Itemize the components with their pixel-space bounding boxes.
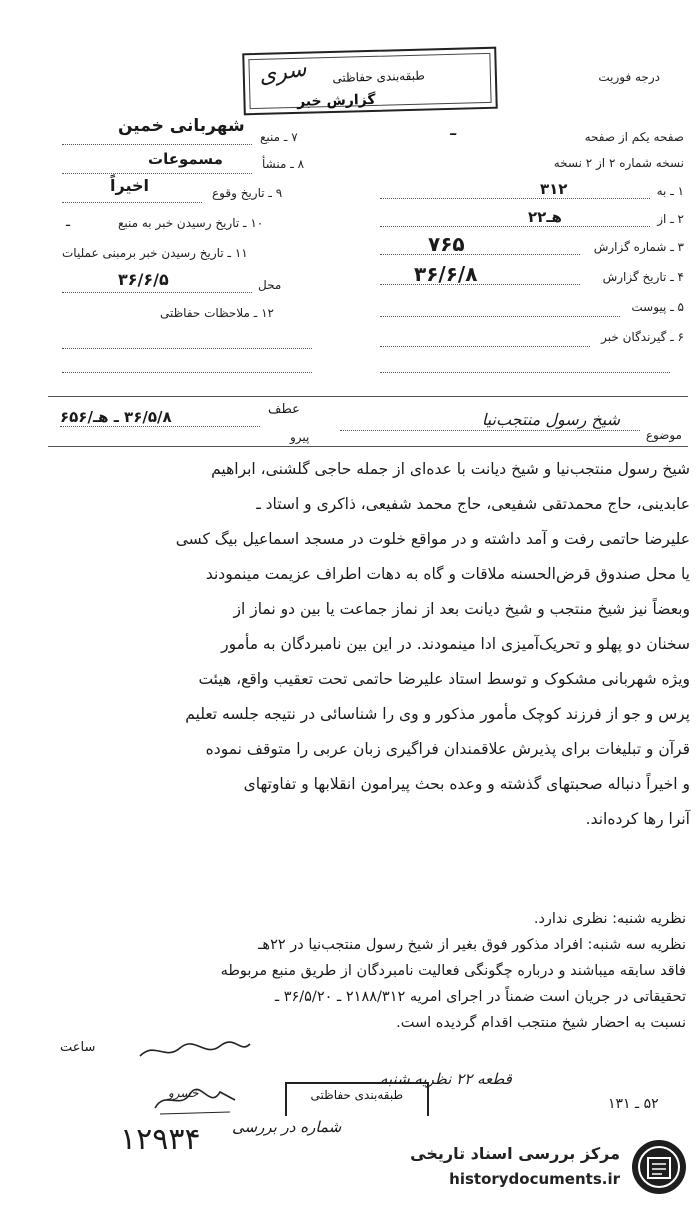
field-to: ۱ ـ به bbox=[656, 184, 684, 198]
signature-scribble bbox=[135, 1036, 255, 1066]
body-line: شیخ رسول منتجب‌نیا و شیخ دیانت با عده‌ای از جمله حاجی گلشنی، ابراهیم bbox=[211, 460, 690, 478]
field-recipients: ۶ ـ گیرندگان خبر bbox=[601, 330, 684, 344]
right-extra-dots bbox=[380, 372, 670, 373]
report-date-dots bbox=[380, 284, 580, 285]
field-report-date: ۴ ـ تاریخ گزارش bbox=[602, 270, 684, 284]
report-number-dots bbox=[380, 254, 580, 255]
subject-ref-note2: پیرو bbox=[290, 430, 310, 444]
opinion-saturday: نظریه شنبه: نظری ندارد. bbox=[533, 911, 686, 927]
opinion-line: تحقیقاتی در جریان است ضمناً در اجرای امریه ۲۱۸۸/۳۱۲ ـ ۳۶/۵/۲۰ ـ bbox=[274, 989, 686, 1005]
field-report-number: ۳ ـ شماره گزارش bbox=[593, 240, 684, 254]
body-line: علیرضا حاتمی رفت و آمد داشته و در مواقع خلوت در مسجد اسماعیل بیگ کسی bbox=[175, 530, 690, 548]
report-number-value: ۷۶۵ bbox=[428, 232, 465, 256]
body-line: و اخیراً دنباله صحبتهای گذشته و وعده بحث پیرامون انقلابها و تفاوتهای bbox=[243, 775, 690, 793]
priority-label: درجه فوریت bbox=[598, 70, 660, 84]
opinion-line: فاقد سابقه میباشند و درباره چگونگی فعالیت نامبردگان از طریق منبع مربوطه bbox=[220, 963, 686, 979]
watermark-site: historydocuments.ir bbox=[449, 1170, 620, 1188]
field-origin: ۸ ـ منشأ bbox=[262, 157, 305, 171]
subject-label: موضوع bbox=[645, 428, 682, 442]
watermark-name: مرکز بررسی اسناد تاریخی bbox=[410, 1144, 620, 1163]
report-date-value: ۳۶/۶/۸ bbox=[414, 262, 478, 286]
classification-stamp bbox=[242, 47, 498, 116]
field-security-notes: ۱۲ ـ ملاحظات حفاظتی bbox=[160, 306, 274, 320]
field-from: ۲ ـ از bbox=[657, 212, 684, 226]
signature-left-label: ساعت bbox=[60, 1040, 96, 1055]
body-line: وبعضاً نیز شیخ منتجب و شیخ دیانت بعد از نماز جماعت یا بین دو نماز از bbox=[233, 600, 690, 618]
stamp-report-type: گزارش خبر bbox=[296, 91, 376, 110]
subject-ref-value: ۳۶/۵/۸ ـ هـ/۶۵۶ bbox=[60, 408, 172, 426]
body-line: عابدینی، حاج محمدتقی شفیعی، حاج محمد شفیعی، ذاکری و استاد ـ bbox=[256, 495, 690, 513]
subject-dots bbox=[340, 430, 640, 431]
header-divider bbox=[48, 396, 688, 397]
ref-dots bbox=[60, 426, 260, 427]
place-dots bbox=[62, 292, 252, 293]
page-handwritten: ـ bbox=[450, 116, 456, 140]
opinion-section bbox=[16, 906, 686, 1036]
event-date-dots bbox=[62, 202, 202, 203]
body-line: سخنان دو پهلو و تحریک‌آمیزی ادا مینمودند. در این بین نامبردگان به مأمور bbox=[221, 635, 690, 653]
page-label: صفحه یکم از صفحه bbox=[584, 130, 684, 144]
body-line: یا محل صندوق قرض‌الحسنه ملاقات و گاه به دهات اطراف عزیمت مینمودند bbox=[205, 565, 690, 583]
archive-number: ۱۲۹۳۴ bbox=[120, 1122, 201, 1157]
field-place: محل bbox=[258, 278, 282, 292]
place-date-value: ۳۶/۶/۵ bbox=[118, 270, 169, 289]
field-source: ۷ ـ منبع bbox=[260, 130, 298, 144]
field-received-date: ۱۰ ـ تاریخ رسیدن خبر به منبع bbox=[118, 216, 264, 230]
footer-bottom-note: شماره در بررسی bbox=[232, 1118, 342, 1136]
from-value: ۲۲هـ bbox=[528, 208, 562, 226]
source-value: شهربانی خمین bbox=[118, 116, 245, 136]
subject-divider bbox=[48, 446, 688, 447]
subject-ref-note: عطف bbox=[268, 402, 300, 417]
archive-logo-icon bbox=[630, 1138, 688, 1196]
subject-value: شیخ رسول منتجب‌نیا bbox=[481, 410, 620, 429]
origin-dots bbox=[62, 173, 252, 174]
body-line: قرآن و تبلیغات برای پذیرش علاقمندان فراگیری زبان عربی را متوقف نموده bbox=[205, 740, 690, 758]
notes-dots-1 bbox=[62, 348, 312, 349]
seal-label: طبقه‌بندی حفاظتی bbox=[310, 1088, 403, 1102]
seal-box bbox=[285, 1082, 429, 1116]
source-dots bbox=[62, 144, 252, 145]
notes-dots-2 bbox=[62, 372, 312, 373]
stamp-classification: طبقه‌بندی حفاظتی bbox=[332, 68, 426, 85]
watermark-logo bbox=[410, 1136, 690, 1198]
to-value: ۳۱۲ bbox=[540, 180, 568, 198]
body-line: ویژه شهربانی مشکوک و توسط استاد علیرضا حاتمی تحت تعقیب واقع، هیئت bbox=[198, 670, 690, 688]
footer-handwritten-note: قطعه ۲۲ نظریه شنبه bbox=[380, 1070, 512, 1088]
attachment-dots bbox=[380, 316, 620, 317]
opinion-tuesday: نظریه سه شنبه: افراد مذکور فوق بغیر از شیخ رسول منتجب‌نیا در ۲۲هـ bbox=[258, 937, 686, 953]
field-attachment: ۵ ـ پیوست bbox=[631, 300, 684, 314]
recipients-dots bbox=[380, 346, 590, 347]
event-date-value: اخیراً bbox=[110, 176, 149, 195]
field-ops-date: ۱۱ ـ تاریخ رسیدن خبر برمبنی عملیات bbox=[62, 246, 248, 260]
field-event-date: ۹ ـ تاریخ وقوع bbox=[212, 186, 283, 200]
copy-label: نسخه شماره ۲ از ۲ نسخه bbox=[553, 156, 684, 170]
stamp-handwritten: سری bbox=[257, 56, 309, 90]
origin-value: مسموعات bbox=[148, 150, 223, 168]
from-dots bbox=[380, 226, 650, 227]
body-line: پرس و جو از فرزند کوچک مأمور مذکور و وی را شناسائی در نتیجه جلسه تعلیم bbox=[185, 705, 690, 723]
body-line: آنرا رها کرده‌اند. bbox=[585, 810, 690, 828]
report-body bbox=[18, 452, 690, 837]
to-dots bbox=[380, 198, 650, 199]
footer-initials: خسرو bbox=[168, 1086, 199, 1100]
opinion-line: نسبت به احضار شیخ منتجب اقدام گردیده است. bbox=[396, 1015, 686, 1031]
received-date-value: ـ bbox=[66, 214, 71, 230]
footer-ref-code: ۵۲ ـ ۱۳۱ bbox=[608, 1096, 659, 1112]
